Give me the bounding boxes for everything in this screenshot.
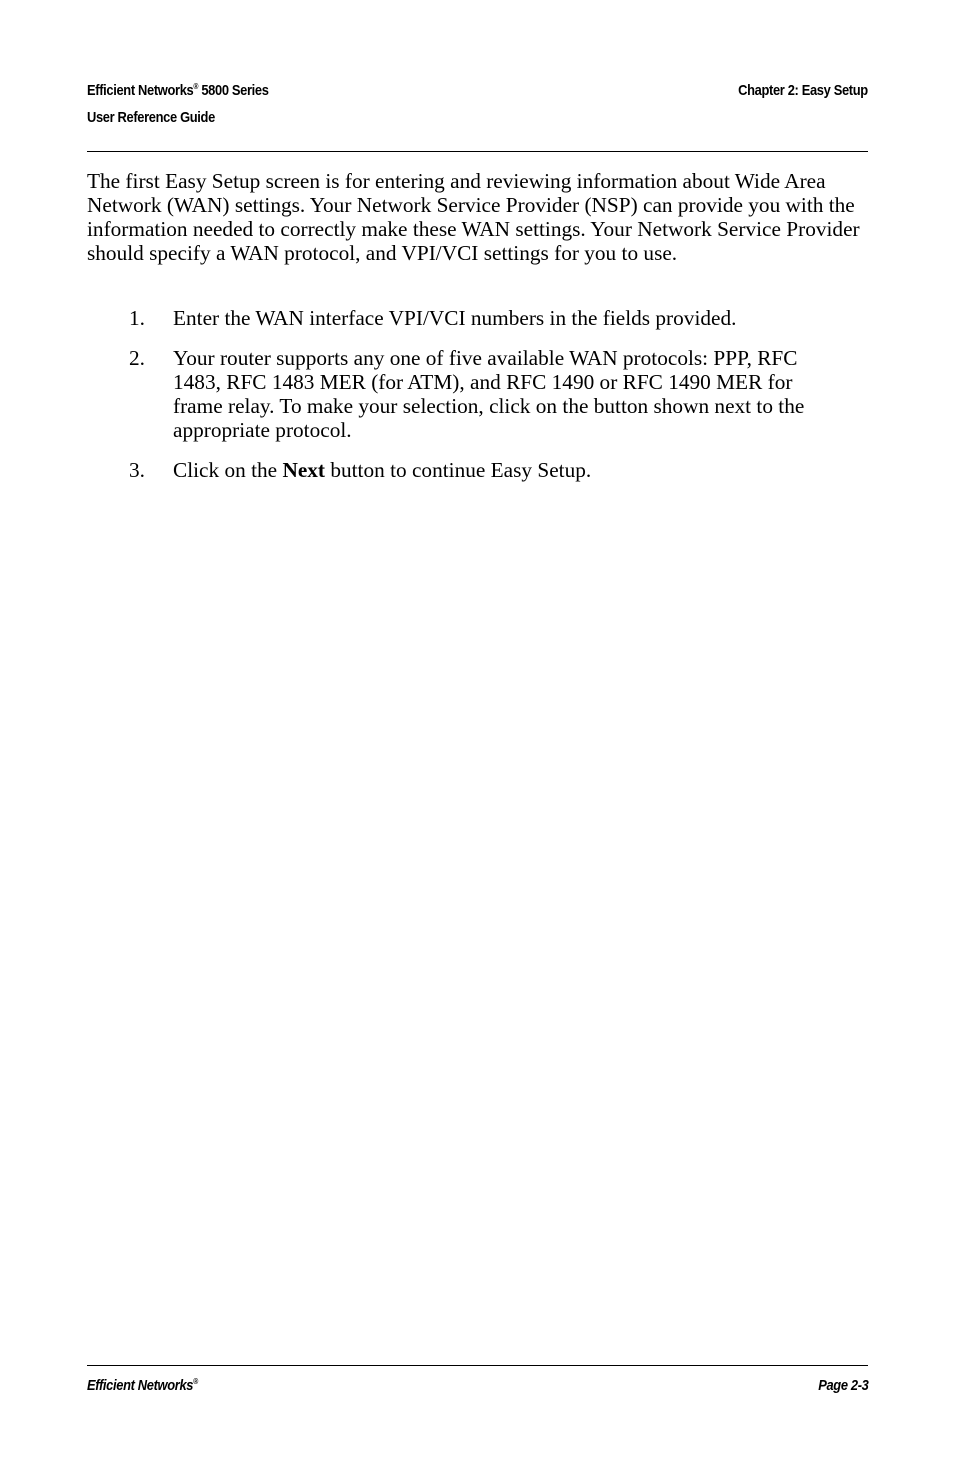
list-item — [87, 306, 823, 330]
header-divider — [87, 151, 868, 152]
page-number: Page 2-3 — [817, 1377, 868, 1394]
header-guide-title: User Reference Guide — [87, 109, 215, 126]
footer-divider — [87, 1365, 868, 1366]
header-chapter-title: Chapter 2: Easy Setup — [738, 82, 868, 99]
list-item — [87, 458, 823, 482]
header-brand: Efficient Networks — [87, 82, 194, 99]
step-text: Your router supports any one of five available WAN protocols: PPP, RFC 1483, RFC 1483 MER (for ATM), and RFC 1490 or RFC 1490 MER for frame relay. To make your selection, click on the button shown next to the appropriate protocol. — [173, 346, 805, 442]
registered-mark: ® — [193, 1377, 198, 1386]
footer-brand-line — [87, 1377, 216, 1394]
step-number: 2. — [129, 346, 145, 370]
list-item — [87, 346, 823, 442]
step-text: Click on the Next button to continue Easy Setup. — [173, 458, 592, 482]
step-list — [87, 306, 847, 498]
header-product-line — [87, 82, 298, 99]
next-button-reference: Next — [282, 458, 326, 482]
registered-mark: ® — [193, 82, 199, 91]
header-series: 5800 Series — [198, 82, 269, 99]
intro-paragraph: The first Easy Setup screen is for entering and reviewing information about Wide Area Network (WAN) settings. Your Network Service Provider (NSP) can provide you with the information needed to correctly make these WAN settings. Your Network Service Provider should specify a WAN protocol, and VPI/VCI settings for you to use. — [87, 169, 860, 265]
step-number: 1. — [129, 306, 145, 330]
step-text: Enter the WAN interface VPI/VCI numbers in the fields provided. — [173, 306, 737, 330]
footer-brand: Efficient Networks — [87, 1377, 194, 1394]
step-number: 3. — [129, 458, 145, 482]
